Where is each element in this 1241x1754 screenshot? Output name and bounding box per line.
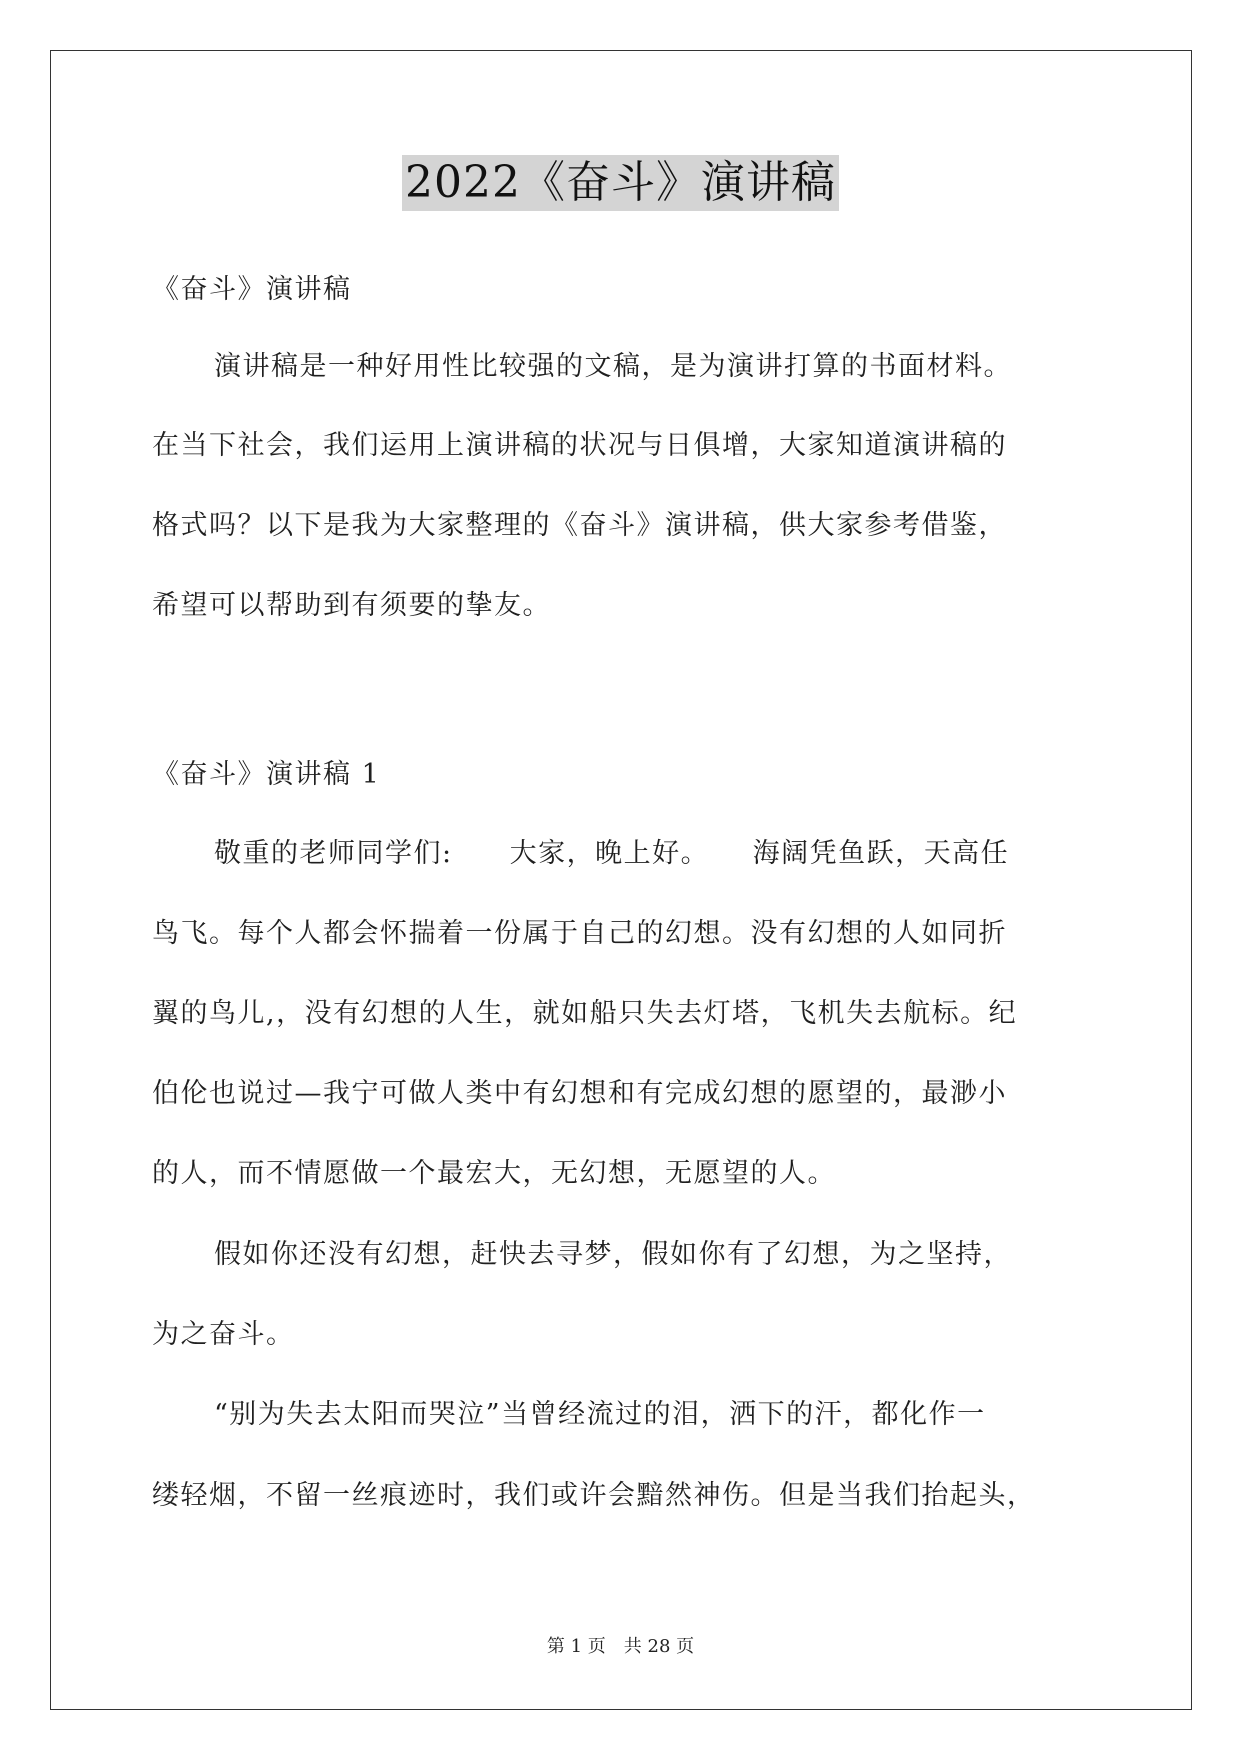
body-line-7: 为之奋斗。 — [152, 1319, 295, 1350]
document-title: 2022《奋斗》演讲稿 — [402, 155, 839, 211]
body-line-6: 假如你还没有幻想，赶快去寻梦，假如你有了幻想，为之坚持， — [214, 1239, 1012, 1270]
body-line-1: 敬重的老师同学们: 大家，晚上好。 海阔凭鱼跃，天高任 — [214, 838, 1010, 869]
intro-line-1: 演讲稿是一种好用性比较强的文稿，是为演讲打算的书面材料。 — [214, 351, 1012, 382]
body-line-9: 缕轻烟，不留一丝痕迹时，我们或许会黯然神伤。但是当我们抬起头， — [152, 1480, 1036, 1511]
body-line-2: 鸟飞。每个人都会怀揣着一份属于自己的幻想。没有幻想的人如同折 — [152, 918, 1007, 949]
body-line-3: 翼的鸟儿,，没有幻想的人生，就如船只失去灯塔，飞机失去航标。纪 — [152, 998, 1018, 1029]
body-line-4: 伯伦也说过—我宁可做人类中有幻想和有完成幻想的愿望的，最渺小 — [152, 1078, 1007, 1109]
intro-line-2: 在当下社会，我们运用上演讲稿的状况与日俱增，大家知道演讲稿的 — [152, 430, 1007, 461]
intro-line-3: 格式吗？以下是我为大家整理的《奋斗》演讲稿，供大家参考借鉴， — [152, 510, 1007, 541]
section-heading: 《奋斗》演讲稿 1 — [152, 759, 381, 790]
document-subtitle: 《奋斗》演讲稿 — [152, 274, 352, 305]
intro-line-4: 希望可以帮助到有须要的挚友。 — [152, 590, 551, 621]
page-number-footer: 第 1 页 共 28 页 — [546, 1636, 695, 1657]
body-line-5: 的人，而不情愿做一个最宏大，无幻想，无愿望的人。 — [152, 1158, 836, 1189]
title-container — [0, 155, 1241, 211]
body-line-8: “别为失去太阳而哭泣”当曾经流过的泪，洒下的汗，都化作一 — [214, 1399, 986, 1430]
